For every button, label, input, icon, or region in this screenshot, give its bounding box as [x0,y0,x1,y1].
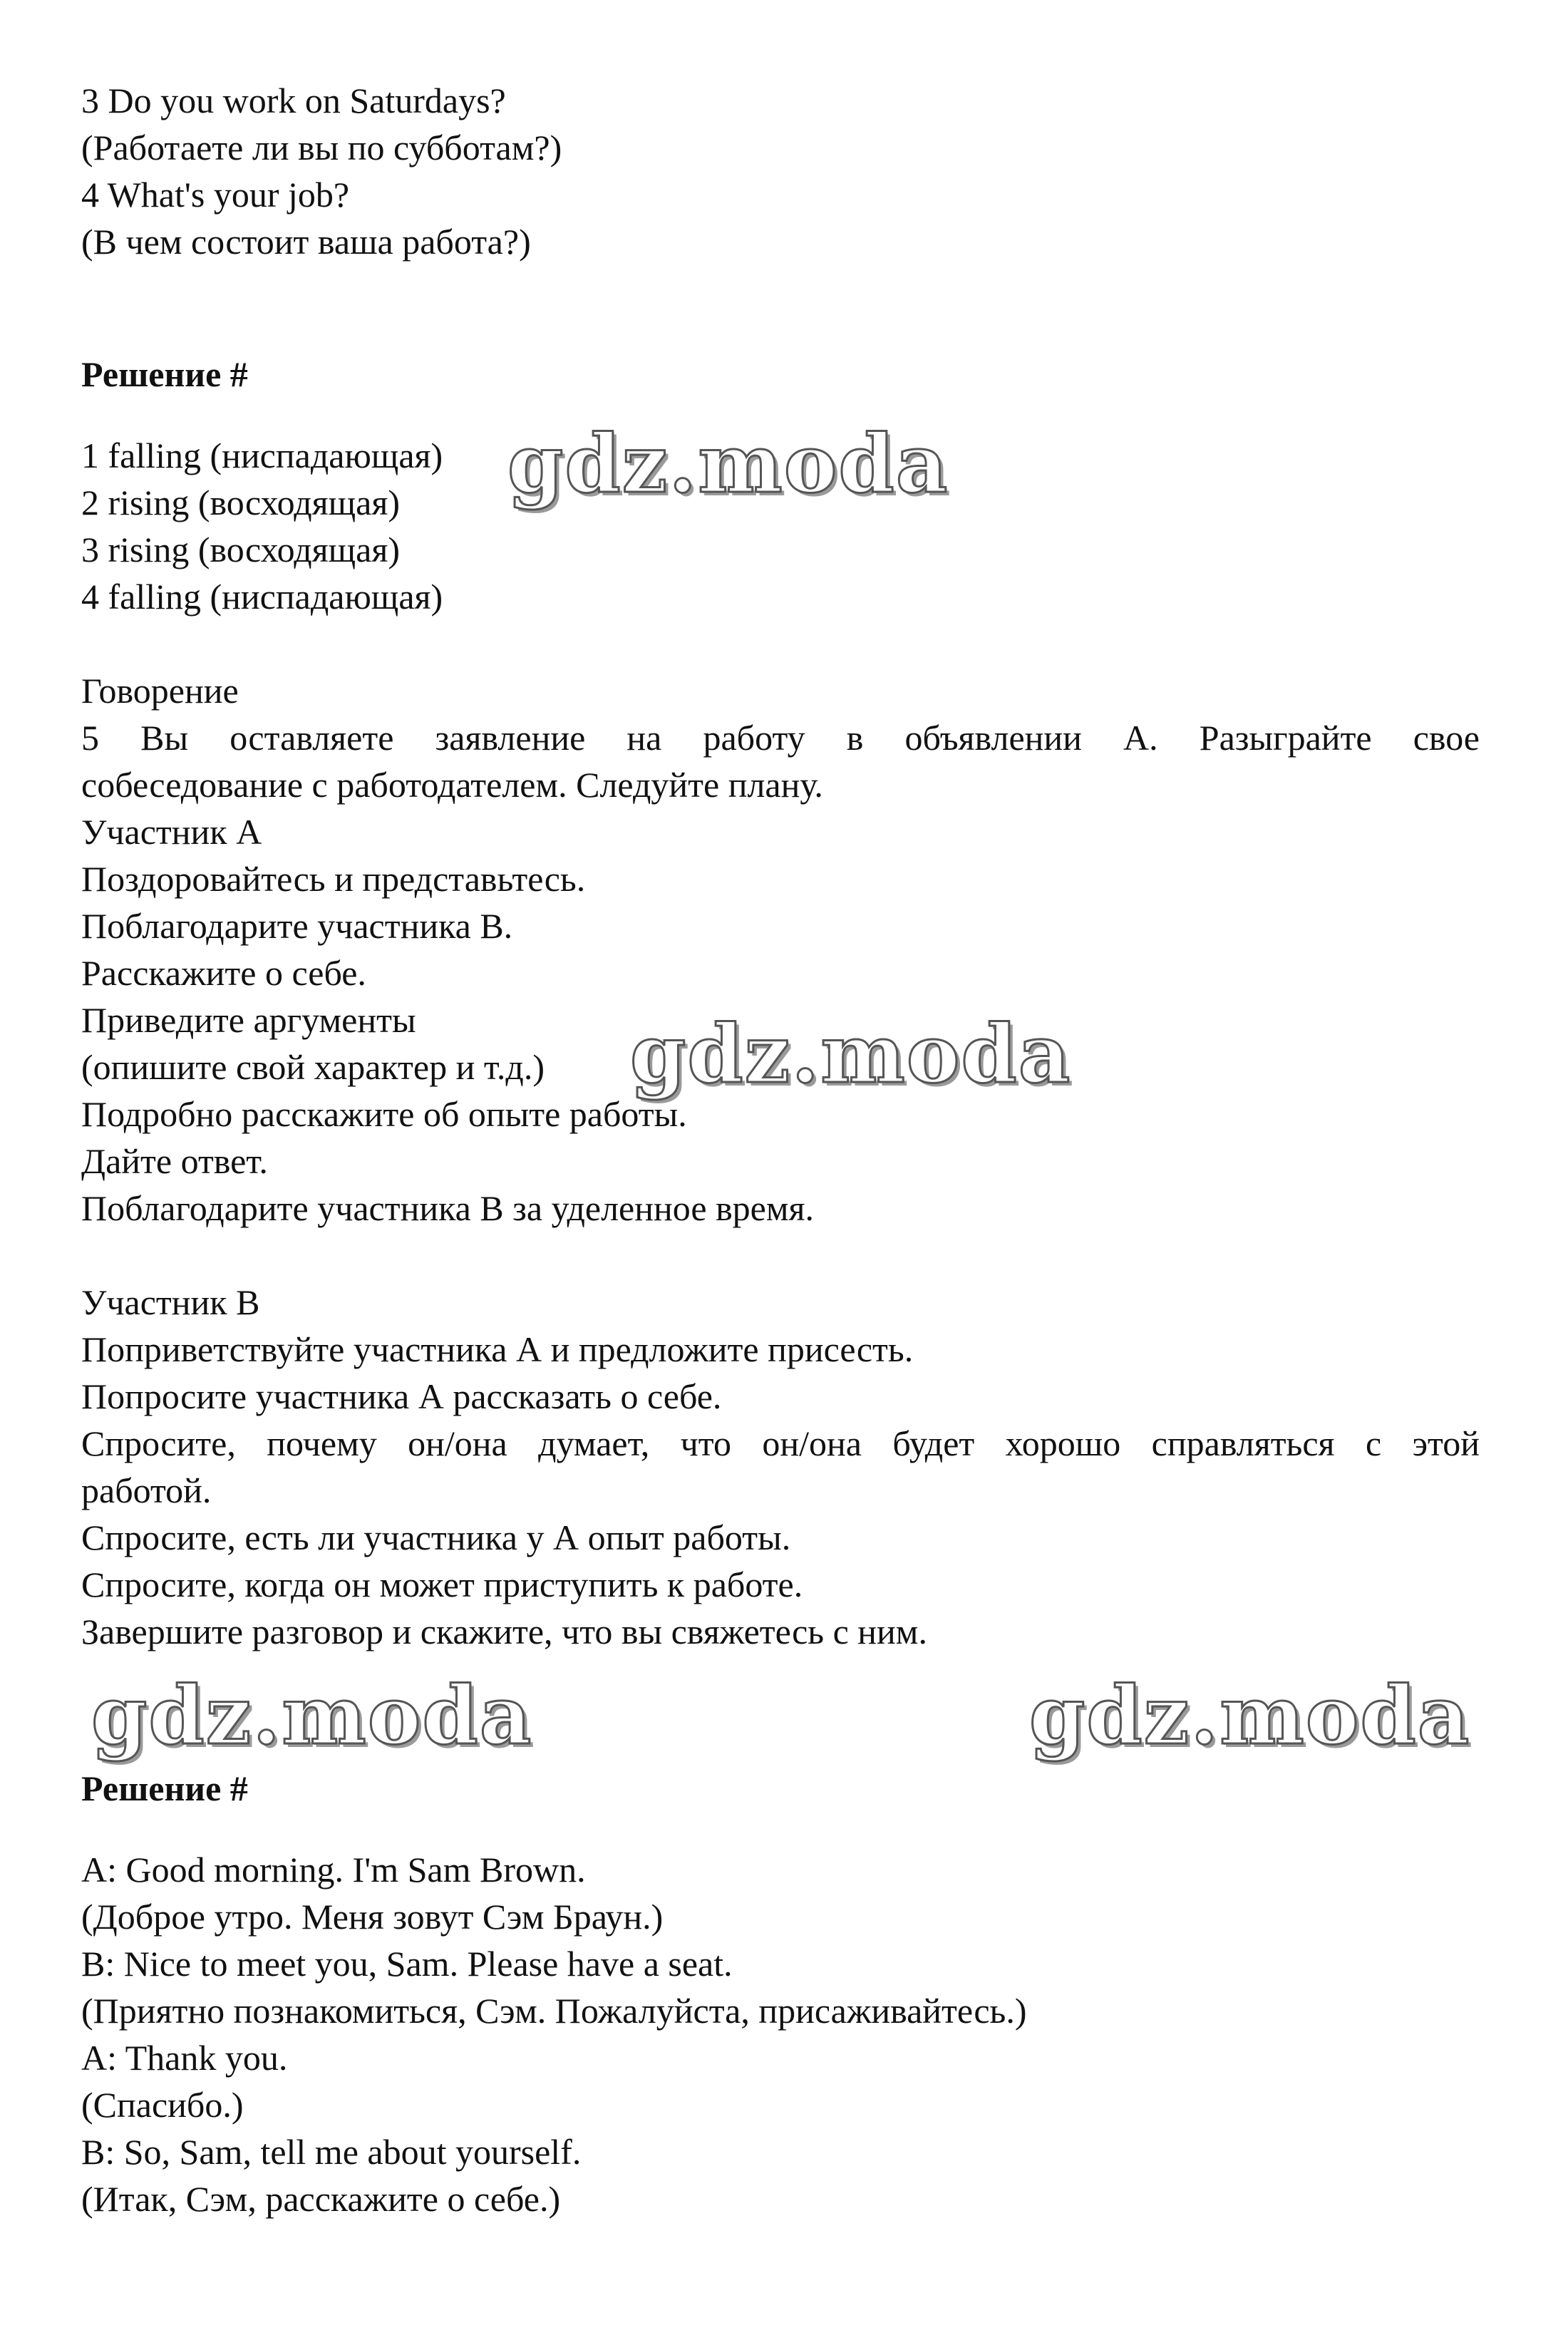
participant-a-title: Участник А [81,812,262,852]
answer-4: 4 falling (ниспадающая) [81,577,443,617]
participant-b-item: Завершите разговор и скажите, что вы свяжетесь с ним. [81,1612,927,1651]
dialogue-line: (Спасибо.) [81,2085,244,2125]
dialogue-line: B: Nice to meet you, Sam. Please have a seat. [81,1944,733,1984]
watermark-logo: gdz.moda [507,418,949,511]
watermark-logo: gdz.moda [91,1669,533,1763]
dialogue-line: (Итак, Сэм, расскажите о себе.) [81,2179,561,2219]
participant-b-item: Поприветствуйте участника А и предложите присесть. [81,1329,914,1369]
participant-a-item: Приведите аргументы [81,1000,416,1040]
participant-a-item: Поблагодарите участника В. [81,906,513,946]
section-title-speaking: Говорение [81,671,239,711]
task-text-line-2: собеседование с работодателем. Следуйте плану. [81,765,823,805]
question-3: 3 Do you work on Saturdays? [81,81,506,120]
participant-b-item: Спросите, когда он может приступить к работе. [81,1565,803,1604]
participant-a-item: Расскажите о себе. [81,953,366,993]
participant-a-item: Дайте ответ. [81,1141,268,1181]
participant-b-item: Попросите участника А рассказать о себе. [81,1376,722,1416]
question-4: 4 What's your job? [81,175,350,215]
question-3-translation: (Работаете ли вы по субботам?) [81,128,562,168]
participant-a-item: (опишите свой характер и т.д.) [81,1047,545,1087]
dialogue-line: A: Thank you. [81,2038,288,2078]
answer-1: 1 falling (ниспадающая) [81,436,443,475]
task-text-line-1: 5 Вы оставляете заявление на работу в объявлении А. Разыграйте свое [81,718,1480,758]
dialogue-line: (Приятно познакомиться, Сэм. Пожалуйста, присаживайтесь.) [81,1991,1027,2031]
answer-2: 2 rising (восходящая) [81,483,401,522]
participant-a-item: Поблагодарите участника В за уделенное время. [81,1188,815,1228]
participant-b-item: работой. [81,1470,212,1510]
solution-heading-1: Решение # [81,354,248,394]
answer-3: 3 rising (восходящая) [81,530,401,570]
participant-b-item: Спросите, есть ли участника у А опыт работы. [81,1517,791,1557]
dialogue-line: B: So, Sam, tell me about yourself. [81,2132,582,2172]
participant-b-title: Участник В [81,1282,260,1322]
dialogue-line: A: Good morning. I'm Sam Brown. [81,1850,586,1890]
watermark-logo: gdz.moda [630,1008,1072,1101]
participant-b-item: Спросите, почему он/она думает, что он/она будет хорошо справляться с этой [81,1423,1480,1463]
dialogue-line: (Доброе утро. Меня зовут Сэм Браун.) [81,1897,664,1937]
watermark-logo: gdz.moda [1029,1669,1471,1763]
solution-heading-2: Решение # [81,1768,248,1808]
participant-a-item: Подробно расскажите об опыте работы. [81,1094,687,1134]
question-4-translation: (В чем состоит ваша работа?) [81,222,531,262]
participant-a-item: Поздоровайтесь и представьтесь. [81,859,586,899]
